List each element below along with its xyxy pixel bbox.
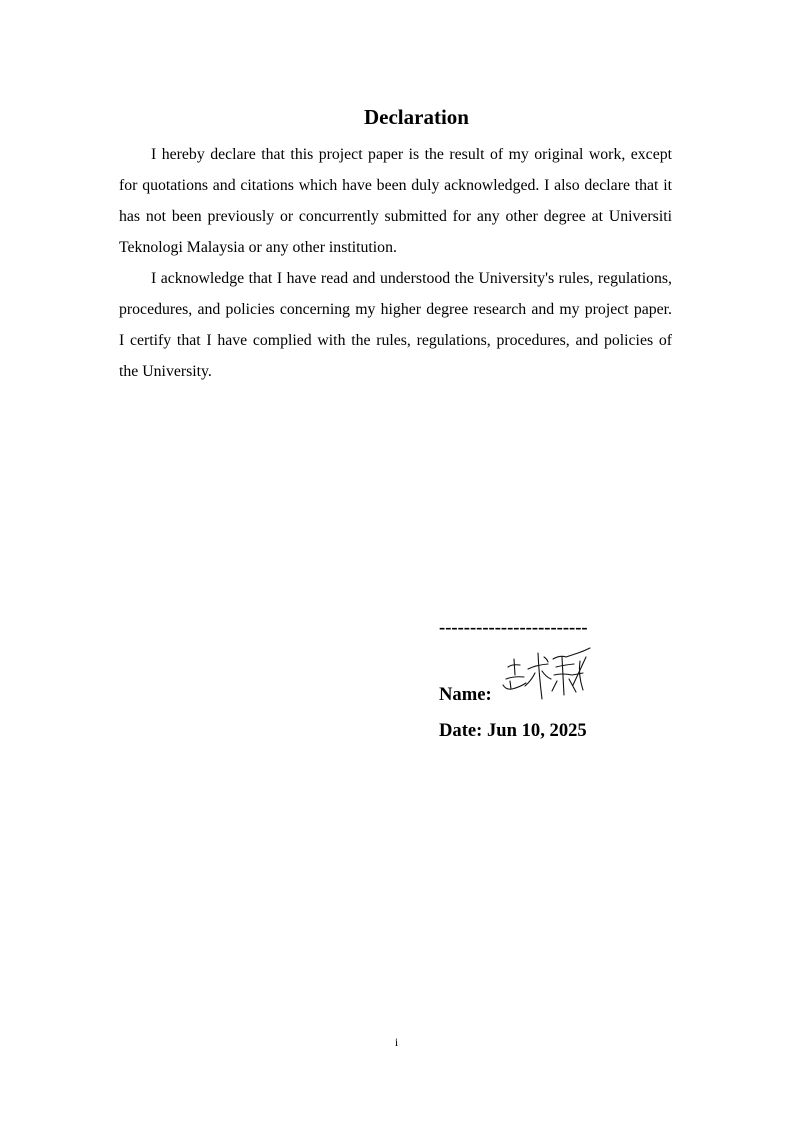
page-number: i <box>394 1035 399 1049</box>
signature-line: ------------------------ <box>439 617 588 638</box>
paragraph-line: procedures, and policies concerning my higher degree research and my project paper. <box>119 301 672 318</box>
paragraph-line: for quotations and citations which have been duly acknowledged. I also declare that it <box>119 177 672 194</box>
page-title: Declaration <box>364 105 469 129</box>
paragraph-line: I acknowledge that I have read and understood the University's rules, regulations, <box>151 270 672 287</box>
declaration-body <box>119 139 672 387</box>
paragraph-line: I certify that I have complied with the rules, regulations, procedures, and policies of <box>119 332 672 349</box>
paragraph-1 <box>119 139 672 263</box>
name-label: Name: <box>439 684 492 705</box>
paragraph-line: I hereby declare that this project paper is the result of my original work, except <box>151 146 672 163</box>
handwritten-signature <box>498 645 593 705</box>
paragraph-line: has not been previously or concurrently submitted for any other degree at Universiti <box>119 208 672 225</box>
paragraph-2 <box>119 263 672 387</box>
paragraph-line: the University. <box>119 363 212 380</box>
date-line: Date: Jun 10, 2025 <box>439 720 587 741</box>
paragraph-line: Teknologi Malaysia or any other institution. <box>119 239 397 256</box>
